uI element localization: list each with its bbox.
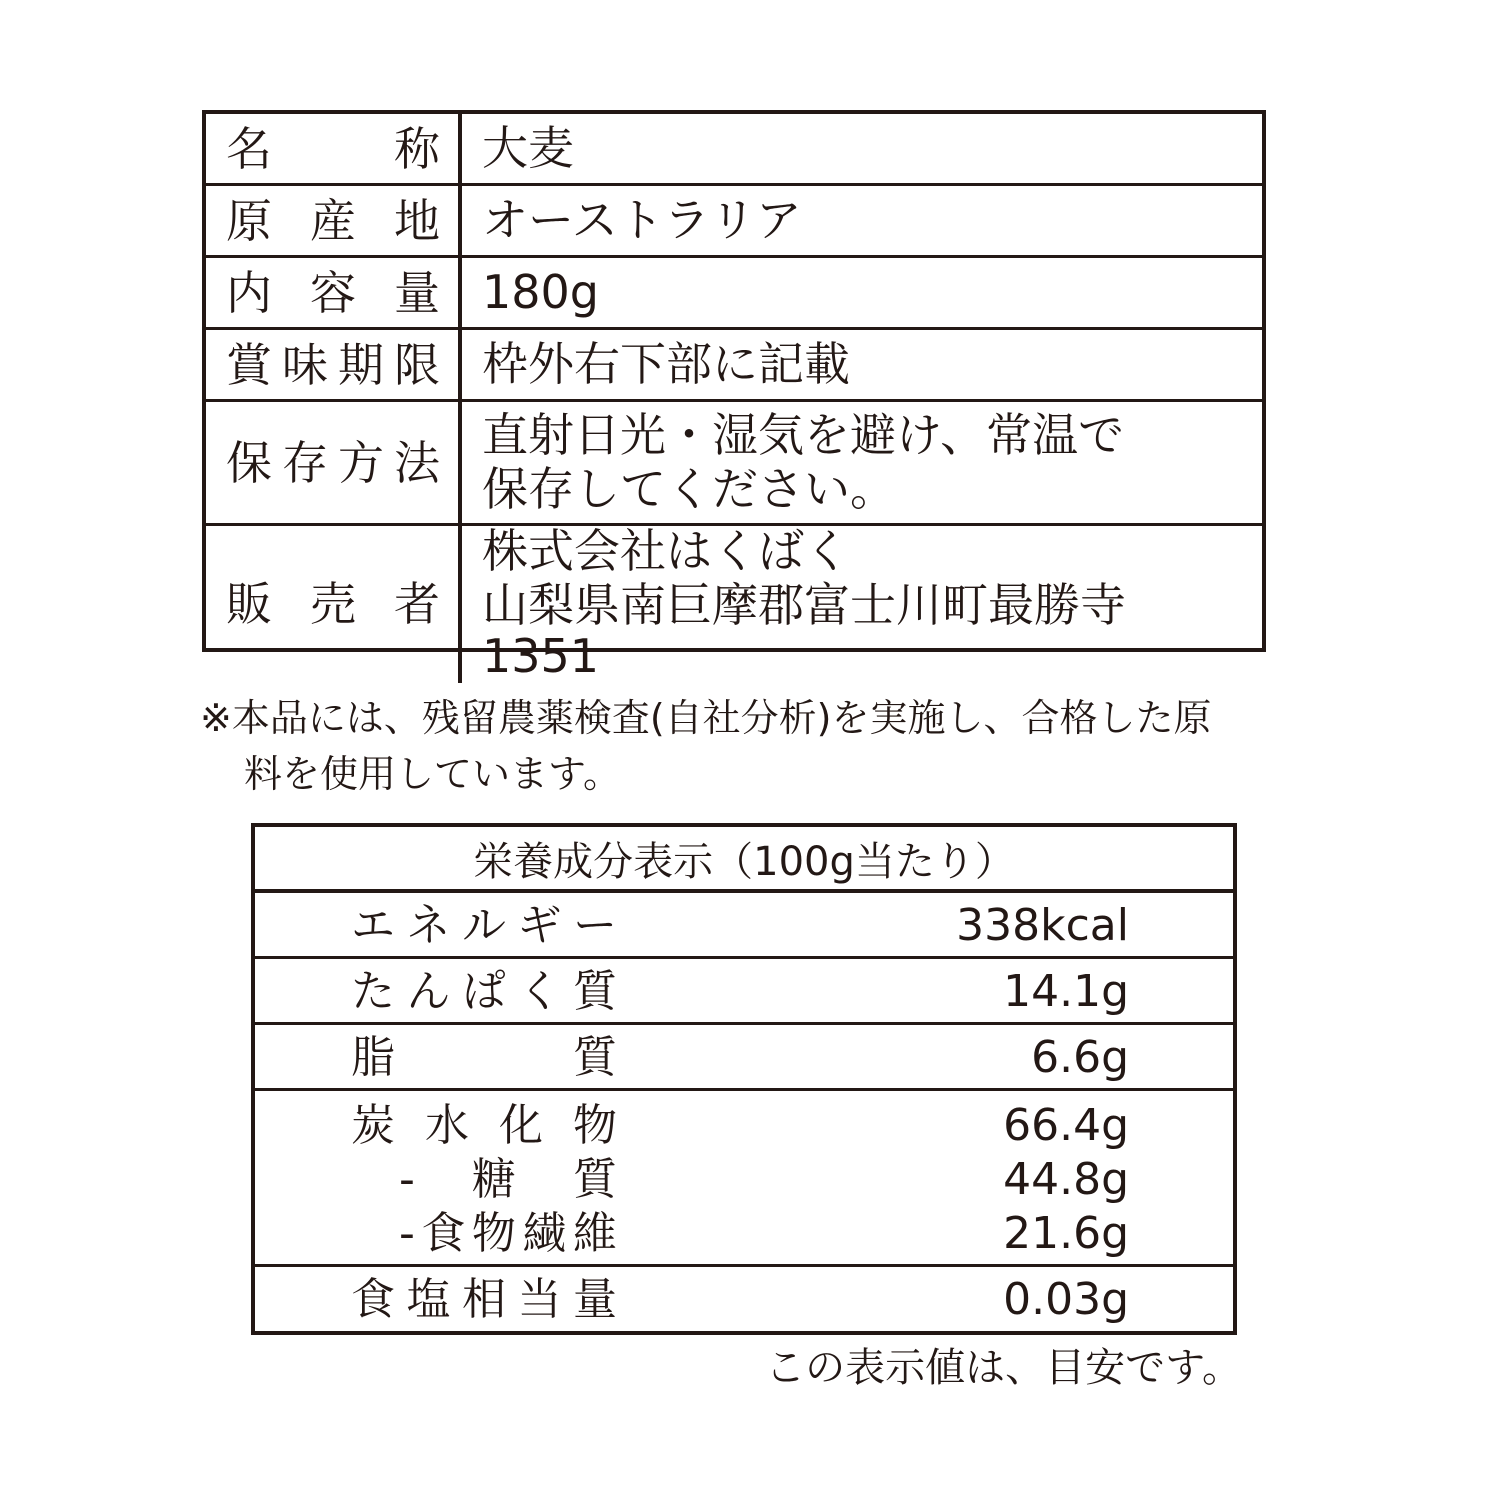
- storage-line-1: 直射日光・湿気を避け、常温で: [482, 407, 1125, 462]
- fat-label: 脂質: [351, 1032, 617, 1083]
- pesticide-note: [200, 690, 1280, 802]
- info-value-best-before: 枠外右下部に記載: [462, 330, 1262, 402]
- carbohydrate-label: 炭水化物: [351, 1100, 617, 1151]
- sugar-label: -糖質: [399, 1154, 617, 1205]
- fiber-label: -食物繊維: [399, 1208, 617, 1259]
- sugar-value: 44.8g: [1003, 1154, 1129, 1205]
- fiber-value: 21.6g: [1003, 1208, 1129, 1259]
- info-label-best-before: 賞味期限: [206, 330, 462, 402]
- note-line-1: ※本品には、残留農薬検査(自社分析)を実施し、合格した原: [200, 696, 1212, 740]
- nutrition-row-energy: [255, 893, 1233, 959]
- protein-label: たんぱく質: [351, 966, 617, 1017]
- storage-line-2: 保存してください。: [482, 461, 896, 516]
- info-value-storage: [462, 402, 1262, 526]
- info-label-content: 内容量: [206, 258, 462, 330]
- info-value-content: 180g: [462, 258, 1262, 330]
- info-value-origin: オーストラリア: [462, 186, 1262, 258]
- note-line-2: 料を使用しています。: [244, 752, 621, 796]
- info-label-origin: 原産地: [206, 186, 462, 258]
- info-label-name: 名 称: [206, 114, 462, 186]
- info-value-seller: [462, 526, 1262, 683]
- nutrition-title: 栄養成分表示（100g当たり）: [255, 827, 1233, 893]
- salt-value: 0.03g: [1003, 1274, 1129, 1325]
- seller-address: 山梨県南巨摩郡富士川町最勝寺1351: [482, 577, 1126, 684]
- nutrition-row-salt: [255, 1267, 1233, 1333]
- energy-value: 338kcal: [956, 900, 1129, 951]
- info-label-seller: 販売者: [206, 526, 462, 683]
- carbohydrate-value: 66.4g: [1003, 1100, 1129, 1151]
- nutrition-footnote: この表示値は、目安です。: [765, 1345, 1242, 1391]
- nutrition-table: [251, 823, 1237, 1335]
- product-info-table: [202, 110, 1266, 684]
- nutrition-row-protein: [255, 959, 1233, 1025]
- fat-value: 6.6g: [1031, 1032, 1129, 1083]
- salt-label: 食塩相当量: [351, 1274, 617, 1325]
- seller-name: 株式会社はくばく: [482, 524, 850, 578]
- protein-value: 14.1g: [1003, 966, 1129, 1017]
- info-value-name: 大麦: [462, 114, 1262, 186]
- nutrition-row-carbohydrate: [255, 1091, 1233, 1267]
- nutrition-row-fat: [255, 1025, 1233, 1091]
- energy-label: エネルギー: [351, 900, 617, 951]
- info-label-storage: 保存方法: [206, 402, 462, 526]
